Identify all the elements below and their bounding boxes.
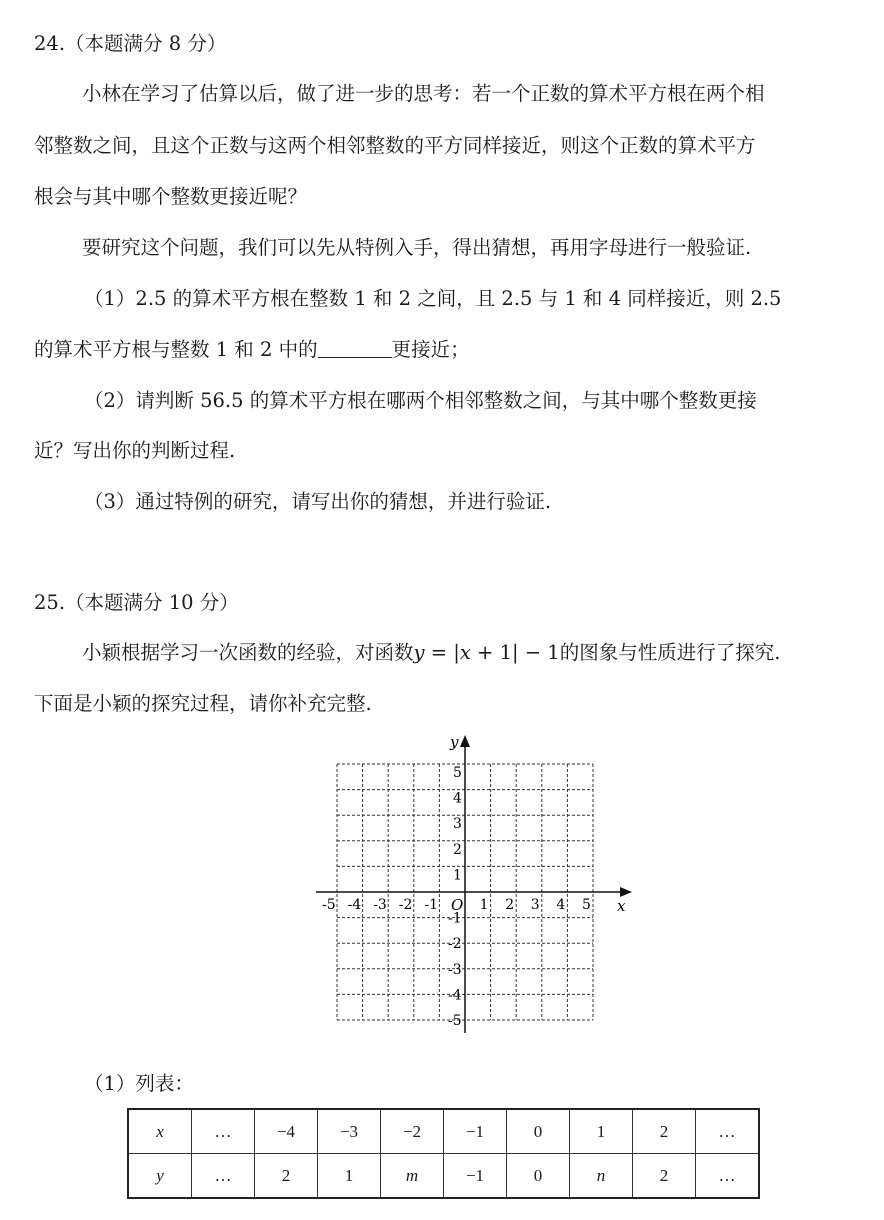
q24-part1-line2 [34, 334, 470, 362]
q25-header: 25.（本题满分 10 分） [34, 591, 239, 614]
x-tick-label: -5 [322, 897, 336, 913]
formula-eq: = | [424, 641, 460, 664]
q24-intro-line2: 邻整数之间，且这个正数与这两个相邻整数的平方同样接近，则这个正数的算术平方 [34, 134, 756, 157]
x-cell: 2 [633, 1109, 696, 1154]
origin-label: O [451, 896, 464, 914]
y-tick-label: -5 [448, 1013, 462, 1029]
x-cell: −1 [444, 1109, 507, 1154]
y-tick-label: -2 [448, 936, 462, 953]
x-cell: −3 [318, 1109, 381, 1154]
y-cell: 0 [507, 1154, 570, 1199]
y-tick-label: -3 [448, 961, 462, 978]
formula-rest: + 1| − 1 [470, 641, 560, 664]
x-tick-label: 5 [582, 897, 591, 913]
y-tick-label: 4 [453, 790, 462, 807]
formula-x: x [459, 641, 471, 664]
y-tick-label: 1 [453, 867, 462, 884]
x-tick-label: -3 [373, 897, 387, 913]
x-cell: 1 [570, 1109, 633, 1154]
x-axis-arrow-icon [620, 887, 632, 897]
q24-part2-line1: （2）请判断 56.5 的算术平方根在哪两个相邻整数之间，与其中哪个整数更接 [84, 389, 757, 412]
x-tick-label: 3 [530, 897, 540, 913]
y-cell: 1 [318, 1154, 381, 1199]
q24-intro-line1: 小林在学习了估算以后，做了进一步的思考：若一个正数的算术平方根在两个相 [82, 82, 765, 105]
x-cell: 0 [507, 1109, 570, 1154]
y-tick-label: -1 [448, 910, 462, 927]
x-tick-label: 2 [505, 897, 515, 913]
q24-header: 24.（本题满分 8 分） [34, 32, 227, 55]
table-row-x [128, 1109, 759, 1154]
y-cell-m: m [381, 1154, 444, 1199]
q24-intro-line3: 根会与其中哪个整数更接近呢？ [34, 185, 308, 208]
q25-part1-label: （1）列表： [84, 1072, 194, 1095]
y-cell: … [192, 1154, 255, 1199]
q24-part1-text-pre: 的算术平方根与整数 1 和 2 中的 [34, 338, 318, 361]
table-row-y [128, 1154, 759, 1199]
x-cell: −4 [255, 1109, 318, 1154]
q24-part2-line2: 近？写出你的判断过程. [34, 439, 236, 462]
y-tick-label: -4 [448, 987, 462, 1004]
q25-intro-line1 [82, 637, 780, 665]
x-cell: … [696, 1109, 760, 1154]
x-cell: −2 [381, 1109, 444, 1154]
y-tick-label: 3 [453, 816, 462, 833]
y-cell: 2 [633, 1154, 696, 1199]
x-tick-label: -2 [398, 897, 413, 913]
values-table [127, 1108, 760, 1199]
x-tick-label: -1 [424, 897, 439, 913]
row-label-x: x [128, 1109, 192, 1154]
x-tick-label: 4 [556, 897, 566, 913]
y-axis-arrow-icon [460, 735, 470, 747]
q25-intro-pre: 小颖根据学习一次函数的经验，对函数 [82, 641, 414, 664]
formula-y: y [413, 641, 425, 664]
q24-method: 要研究这个问题，我们可以先从特例入手，得出猜想，再用字母进行一般验证. [82, 236, 752, 259]
q24-part3: （3）通过特例的研究，请写出你的猜想，并进行验证. [84, 490, 552, 513]
x-tick-label: -4 [347, 897, 362, 913]
q24-part1-line1: （1）2.5 的算术平方根在整数 1 和 2 之间，且 2.5 与 1 和 4 同样接近，则 2.5 [84, 287, 782, 310]
q25-intro-post: 的图象与性质进行了探究. [559, 641, 781, 664]
x-cell: … [192, 1109, 255, 1154]
y-cell-n: n [570, 1154, 633, 1199]
x-axis-label: x [617, 897, 626, 915]
y-cell: −1 [444, 1154, 507, 1199]
y-tick-label: 2 [453, 841, 462, 858]
row-label-y: y [128, 1154, 192, 1199]
q25-intro-line2: 下面是小颖的探究过程，请你补充完整. [34, 692, 372, 715]
y-cell: 2 [255, 1154, 318, 1199]
x-tick-label: 1 [479, 897, 489, 913]
y-axis-label: y [450, 733, 459, 751]
answer-blank[interactable] [318, 337, 392, 358]
q24-part1-text-post: 更接近； [391, 338, 470, 361]
y-cell: … [696, 1154, 760, 1199]
y-tick-label: 5 [453, 765, 462, 781]
coordinate-grid [310, 733, 640, 1043]
